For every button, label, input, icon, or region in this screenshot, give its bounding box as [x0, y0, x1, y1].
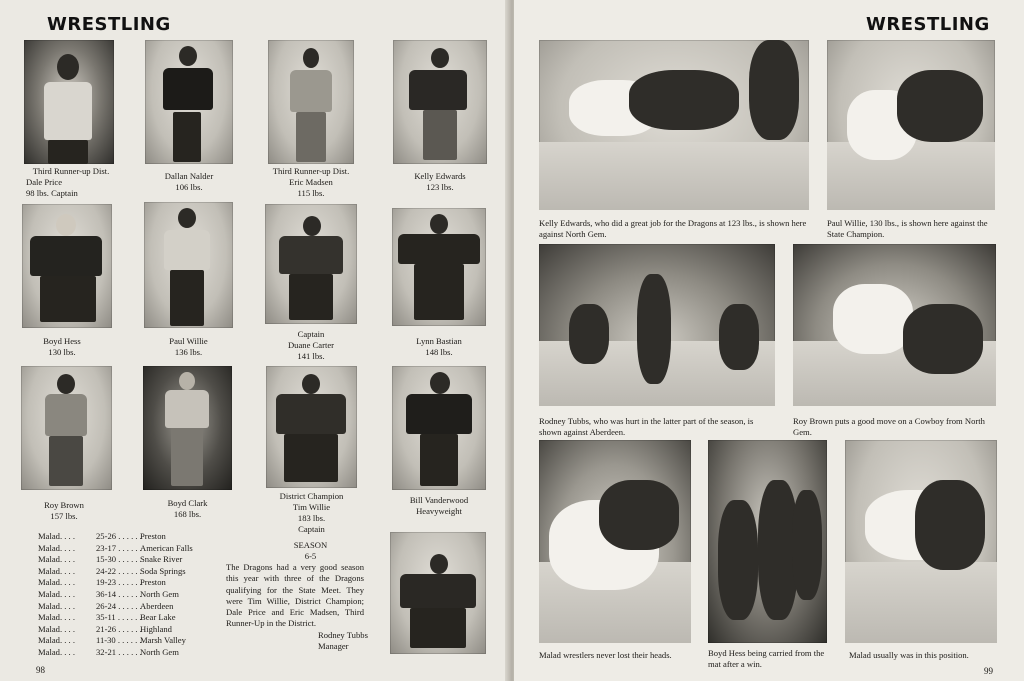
caption-line: Lynn Bastian — [416, 336, 462, 346]
portrait-photo-eric-madsen — [268, 40, 354, 164]
caption-line: District Champion — [279, 491, 344, 501]
page-number-right: 99 — [984, 666, 993, 676]
caption-dale-price — [26, 166, 116, 199]
caption-line: 123 lbs. — [426, 182, 454, 192]
portrait-photo-kelly-edwards — [393, 40, 487, 164]
portrait-photo-dale-price — [24, 40, 114, 164]
caption-line: Heavyweight — [416, 506, 462, 516]
portrait-photo-duane-carter — [265, 204, 357, 324]
caption-line: Captain — [298, 524, 325, 534]
season-record: 6-5 — [304, 551, 317, 561]
caption-boyd-hess-action: Boyd Hess being carried from the mat after a win. — [708, 648, 825, 669]
caption-position-action: Malad usually was in this position. — [849, 650, 969, 660]
action-photo-position — [845, 440, 997, 643]
season-schedule — [38, 531, 193, 659]
caption-kelly-edwards-action: Kelly Edwards, who did a great job for the Dragons at 123 lbs., is shown here against North Gem. — [539, 218, 807, 239]
caption-line: Dale Price — [26, 177, 63, 187]
caption-kelly-edwards — [393, 171, 487, 193]
action-photo-rodney-tubbs — [539, 244, 775, 406]
manager-title: Manager — [318, 641, 349, 651]
caption-line: Boyd Hess — [43, 336, 81, 346]
schedule-row: Malad. . . . 36-14 . . . . . .North Gem — [38, 588, 179, 599]
caption-rodney-tubbs-action: Rodney Tubbs, who was hurt in the latter part of the season, is shown against Aberdeen. — [539, 416, 754, 437]
manager-caption — [318, 630, 368, 652]
portrait-photo-boyd-hess — [22, 204, 112, 328]
page-number-left: 98 — [36, 665, 45, 675]
caption-dallan-nalder — [145, 171, 233, 193]
schedule-row: Malad. . . . 19-23 . . . . . .Preston — [38, 577, 166, 588]
caption-line: 106 lbs. — [175, 182, 203, 192]
season-summary-heading — [258, 540, 363, 562]
caption-bill-vanderwood — [392, 495, 486, 517]
schedule-row: Malad. . . . 25-26 . . . . . .Preston — [38, 531, 166, 541]
caption-eric-madsen — [266, 166, 356, 199]
caption-line: Eric Madsen — [289, 177, 333, 187]
caption-line: 130 lbs. — [48, 347, 76, 357]
caption-boyd-hess — [22, 336, 102, 358]
schedule-row: Malad. . . . 23-17 . . . . . .American Falls — [38, 542, 193, 553]
caption-line: 141 lbs. — [297, 351, 325, 361]
caption-line: Paul Willie — [169, 336, 208, 346]
schedule-row: Malad. . . . 15-30 . . . . . .Snake River — [38, 554, 183, 565]
portrait-photo-dallan-nalder — [145, 40, 233, 164]
caption-paul-willie-action: Paul Willie, 130 lbs., is shown here against the State Champion. — [827, 218, 988, 239]
caption-line: 183 lbs. — [297, 513, 326, 523]
caption-line: 98 lbs. Captain — [26, 188, 78, 198]
caption-line: Boyd Clark — [167, 498, 208, 508]
action-photo-roy-brown — [793, 244, 996, 406]
caption-line: Third Runner-up Dist. — [272, 166, 350, 176]
caption-line: 136 lbs. — [174, 347, 203, 357]
portrait-photo-boyd-clark — [143, 366, 232, 490]
season-summary-text: The Dragons had a very good season this year with three of the Dragons qualifying for the State Meet. They were Tim Willie, District Champion; Dale Price and Eric Madsen, Third Runner-Up in the District. — [226, 562, 364, 629]
caption-tim-willie — [266, 491, 357, 535]
portrait-photo-lynn-bastian — [392, 208, 486, 326]
action-photo-boyd-hess — [708, 440, 827, 643]
portrait-photo-bill-vanderwood — [392, 366, 486, 490]
caption-line: 148 lbs. — [425, 347, 453, 357]
action-photo-kelly-edwards — [539, 40, 809, 210]
schedule-row: Malad. . . . 35-11 . . . . . .Bear Lake — [38, 612, 176, 623]
left-page — [0, 0, 510, 681]
caption-roy-brown — [24, 500, 104, 522]
season-label: SEASON — [293, 540, 328, 550]
schedule-row: Malad. . . . 21-26 . . . . . .Highland — [38, 623, 172, 634]
manager-name: Rodney Tubbs — [318, 630, 368, 640]
caption-boyd-clark — [143, 498, 232, 520]
caption-line: Duane Carter — [287, 340, 335, 350]
right-page-heading: WRESTLING — [866, 14, 990, 35]
portrait-photo-manager — [390, 532, 486, 654]
caption-roy-brown-action: Roy Brown puts a good move on a Cowboy from North Gem. — [793, 416, 985, 437]
caption-line: 157 lbs. — [50, 511, 78, 521]
caption-line: Tim Willie — [292, 502, 331, 512]
schedule-row: Malad. . . . 11-30 . . . . . .Marsh Valley — [38, 635, 186, 646]
caption-line: Roy Brown — [44, 500, 84, 510]
left-page-heading: WRESTLING — [47, 14, 171, 35]
schedule-row: Malad. . . . 26-24 . . . . . .Aberdeen — [38, 600, 174, 611]
caption-line: Dallan Nalder — [164, 171, 214, 181]
portrait-photo-paul-willie — [144, 202, 233, 328]
portrait-photo-roy-brown — [21, 366, 112, 490]
caption-line: 168 lbs. — [173, 509, 202, 519]
caption-line: Third Runner-up Dist. — [32, 166, 110, 176]
caption-line: Kelly Edwards — [414, 171, 466, 181]
caption-lynn-bastian — [392, 336, 486, 358]
schedule-row: Malad. . . . 24-22 . . . . . .Soda Springs — [38, 565, 186, 576]
caption-duane-carter — [265, 329, 357, 362]
caption-line: Captain — [297, 329, 325, 339]
portrait-photo-tim-willie — [266, 366, 357, 488]
action-photo-paul-willie — [827, 40, 995, 210]
caption-heads-action: Malad wrestlers never lost their heads. — [539, 650, 672, 660]
caption-line: 115 lbs. — [297, 188, 325, 198]
caption-line: Bill Vanderwood — [409, 495, 469, 505]
schedule-row: Malad. . . . 32-21 . . . . . .North Gem — [38, 646, 179, 657]
caption-paul-willie — [144, 336, 233, 358]
action-photo-heads — [539, 440, 691, 643]
right-page — [514, 0, 1024, 681]
